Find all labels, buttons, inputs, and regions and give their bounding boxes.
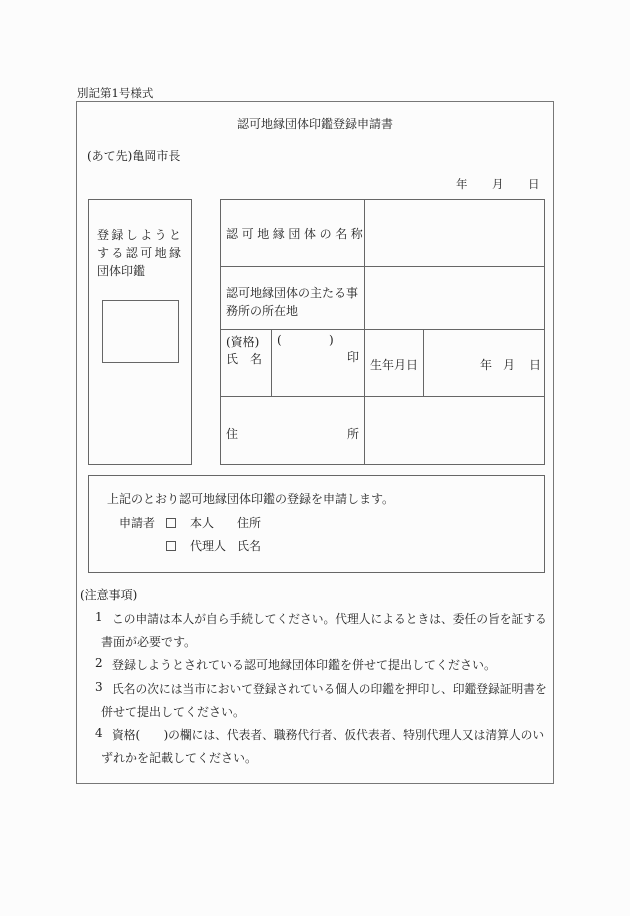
birthdate-cell-divider (423, 329, 424, 396)
seal-impression-box[interactable] (102, 300, 179, 363)
application-statement: 上記のとおり認可地縁団体印鑑の登録を申請します。 (107, 492, 395, 506)
note-4-line2: ずれかを記載してください。 (101, 751, 258, 765)
qualification-paren-open: ( (277, 333, 282, 347)
checkbox-icon (166, 518, 176, 528)
qualification-paren-close: ) (329, 333, 334, 347)
seal-label-line2: する認可地縁 (97, 246, 184, 260)
birthdate-label: 生年月日 (370, 358, 419, 372)
note-3-line2: 併せて提出してください。 (101, 705, 246, 719)
table-row-divider (220, 329, 545, 330)
note-1-line1: この申請は本人が自ら手続してください。代理人によるときは、委任の旨を証する (112, 612, 547, 626)
note-1-number: 1 (95, 610, 103, 624)
address-field[interactable] (365, 397, 544, 464)
option-self-checkbox[interactable] (166, 515, 176, 529)
form-number-label: 別記第1号様式 (77, 86, 154, 100)
date-month[interactable]: 月 (492, 177, 504, 191)
birth-month[interactable]: 月 (503, 358, 516, 372)
representative-name-field[interactable] (272, 330, 363, 396)
date-day[interactable]: 日 (528, 177, 540, 191)
qualification-label: (資格) (226, 335, 260, 349)
office-location-label (226, 284, 358, 320)
group-name-label: 認可地縁団体の名称 (226, 227, 367, 241)
checkbox-icon (166, 541, 176, 551)
seal-mark: 印 (347, 350, 360, 364)
note-3-line1: 氏名の次には当市において登録されている個人の印鑑を押印し、印鑑登録証明書を (112, 682, 547, 696)
seal-label-line1: 登録しようと (97, 228, 184, 242)
address-label-left: 住 (226, 427, 239, 441)
seal-section-label (97, 226, 189, 280)
note-4-number: 4 (95, 726, 103, 740)
office-location-field[interactable] (365, 267, 544, 329)
note-3-number: 3 (95, 680, 103, 694)
option-self-label: 本人 (190, 516, 215, 530)
group-name-field[interactable] (365, 200, 544, 266)
notes-heading: (注意事項) (80, 588, 138, 602)
name-label: 氏 名 (226, 352, 263, 366)
seal-label-line3: 団体印鑑 (97, 264, 146, 278)
birth-day[interactable]: 日 (529, 358, 542, 372)
note-4-line1: 資格( )の欄には、代表者、職務代行者、仮代表者、特別代理人又は清算人のい (112, 728, 545, 742)
office-label-line2: 務所の所在地 (226, 304, 299, 318)
option-agent-label: 代理人 (190, 539, 227, 553)
option-agent-checkbox[interactable] (166, 538, 176, 552)
date-year[interactable]: 年 (456, 177, 468, 191)
form-title: 認可地縁団体印鑑登録申請書 (236, 117, 393, 131)
applicant-label: 申請者 (119, 516, 156, 530)
note-2-number: 2 (95, 656, 103, 670)
agent-name-label: 氏名 (237, 539, 262, 553)
office-label-line1: 認可地縁団体の主たる事 (226, 286, 359, 300)
addressee: (あて先)亀岡市長 (87, 149, 181, 163)
birth-year[interactable]: 年 (480, 358, 493, 372)
note-1-line2: 書面が必要です。 (101, 635, 197, 649)
note-2-line1: 登録しようとされている認可地縁団体印鑑を併せて提出してください。 (112, 658, 497, 672)
self-address-label: 住所 (237, 516, 262, 530)
address-label-right: 所 (347, 427, 360, 441)
